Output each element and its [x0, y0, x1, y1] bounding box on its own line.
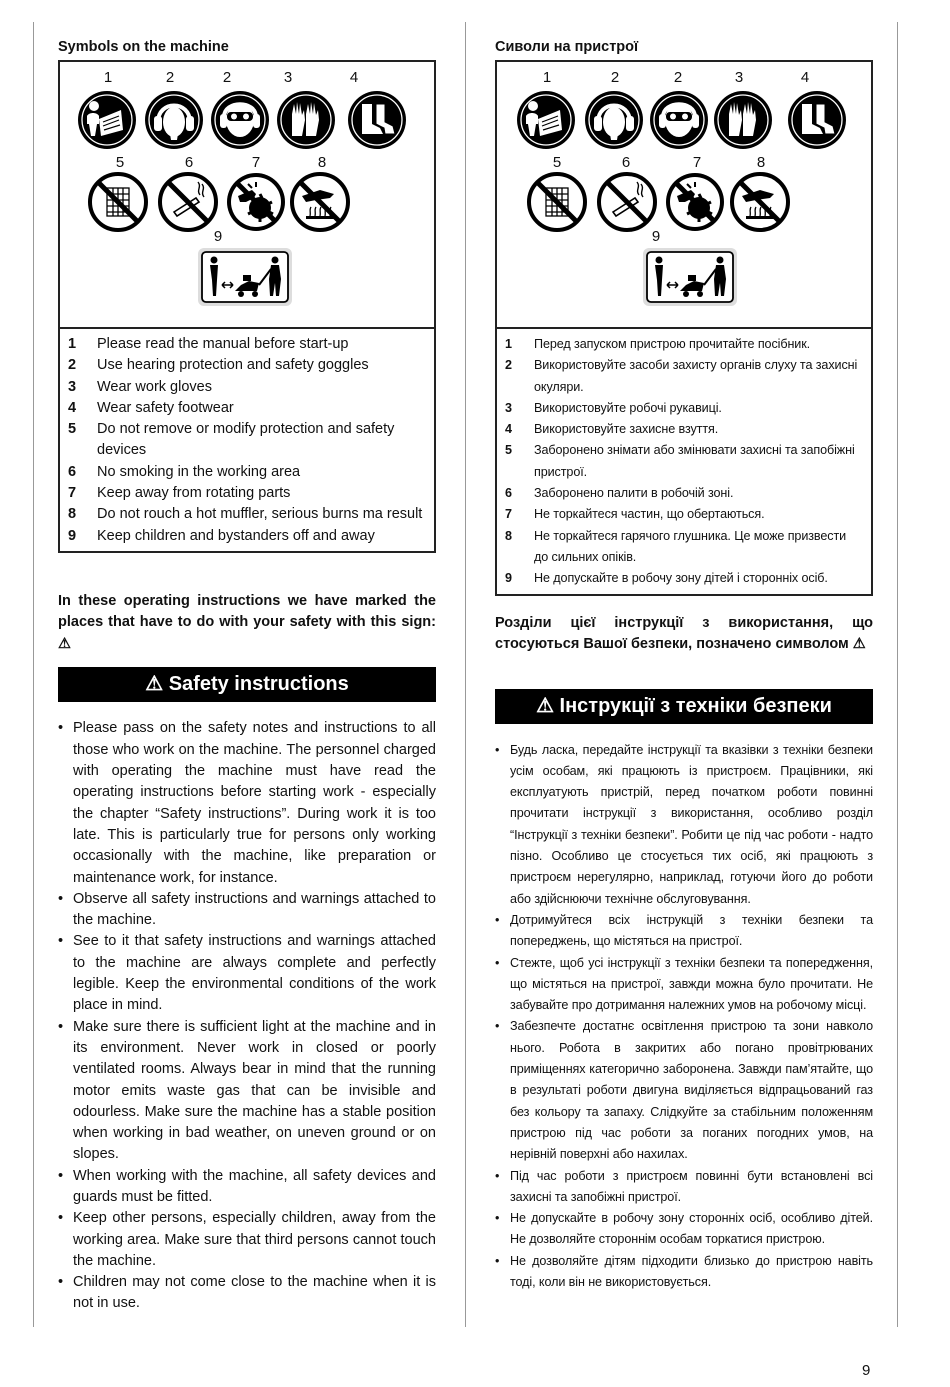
symbol-number: 8: [756, 154, 766, 171]
symbol-number: 6: [621, 154, 631, 171]
legend-item: 9 Не допускайте в робочу зону дітей і сторонніх осіб.: [505, 571, 828, 586]
symbols-title: Сиволи на пристрої: [495, 39, 639, 55]
symbols-panel: [60, 62, 434, 329]
safety-instructions-list: [495, 740, 873, 1294]
list-item: • Please pass on the safety notes and instructions to all those who work on the machine. The personnel charged with operating the machine must have read the operating instructions before starting work - especially the chapter “Safety instructions”. During work it is too late. This is particularly true for persons only working occasionally with the machine, like preparation or maintenance work, for instance.: [58, 718, 436, 888]
symbol-number: 1: [542, 69, 552, 86]
column-divider-center: [465, 22, 466, 1327]
symbol-number: 4: [800, 69, 810, 86]
symbol-number: 6: [184, 154, 194, 171]
symbol-number: 3: [734, 69, 744, 86]
list-item: • Make sure there is sufficient light at the machine and in its environment. Never work in closed or poorly ventilated rooms. Always bear in mind that the running motor emits waste gas that can be invisible and odourless. Make sure the machine has a stable position when working in bad weather, on uneven ground or on slopes.: [58, 1017, 436, 1166]
page-number: 9: [862, 1362, 871, 1379]
english-column: [58, 38, 436, 1315]
symbol-number: 7: [692, 154, 702, 171]
legend-item: 8 Не торкайтеся гарячого глушника. Це може призвести до сильних опіків.: [505, 528, 847, 564]
list-item: • When working with the machine, all safety devices and guards must be fitted.: [58, 1166, 436, 1209]
read-manual-icon: [516, 90, 576, 150]
symbols-title: Symbols on the machine: [58, 39, 229, 55]
keep-bystanders-away-icon: [197, 247, 293, 307]
legend-item: 7 Keep away from rotating parts: [68, 485, 291, 502]
list-item: • See to it that safety instructions and warnings attached to the machine are always complete and perfectly legible. Keep the environmental conditions of the work place in mind.: [58, 931, 436, 1016]
column-divider-left: [33, 22, 34, 1327]
safety-sign-intro: In these operating instructions we have marked the places that have to do with your safety with this sign: ⚠: [58, 592, 436, 652]
no-modify-guards-icon: [88, 172, 148, 232]
safety-footwear-icon: [347, 90, 407, 150]
symbol-number: 2: [165, 69, 175, 86]
no-touch-hot-muffler-icon: [730, 172, 790, 232]
list-item: • Не дозволяйте дітям підходити близько до пристрою навіть тоді, коли він не використовується.: [495, 1251, 873, 1294]
no-touch-hot-muffler-icon: [290, 172, 350, 232]
legend-item: 5 Do not remove or modify protection and safety devices: [68, 421, 395, 459]
symbol-number: 2: [610, 69, 620, 86]
symbols-panel: [497, 62, 871, 329]
list-item: • Не допускайте в робочу зону сторонніх осіб, особливо дітей. Не дозволяйте стороннім особам торкатися пристрою.: [495, 1208, 873, 1251]
list-item: • Будь ласка, передайте інструкції та вказівки з техніки безпеки усім особам, які працюють із пристроєм. Працівники, які експлуатують пристрій, перед початком роботи повинні прочитати інструкції з використання, особливо розділ “Інструкції з техніки безпеки”. Робити це під час роботи - надто пізно. Особливо це стосується тих осіб, які працюють з пристроєм нерегулярно, наприклад, готуючи його до роботи або здійснюючи технічне обслуговування.: [495, 740, 873, 910]
no-touch-rotating-parts-icon: [226, 172, 286, 232]
work-gloves-icon: [276, 90, 336, 150]
symbol-number: 7: [251, 154, 261, 171]
symbol-number: 3: [283, 69, 293, 86]
no-smoking-icon: [158, 172, 218, 232]
symbol-number: 5: [552, 154, 562, 171]
symbols-box: [58, 60, 436, 553]
legend-item: 6 No smoking in the working area: [68, 463, 301, 480]
no-smoking-icon: [597, 172, 657, 232]
work-gloves-icon: [713, 90, 773, 150]
symbol-number: 1: [103, 69, 113, 86]
safety-footwear-icon: [787, 90, 847, 150]
list-item: • Забезпечте достатнє освітлення пристрою та зони навколо нього. Робота в закритих або погано провітрюваних приміщеннях категорично заборонена. Завжди пам’ятайте, що в результаті роботи двигуна виділяється відпрацьований газ без кольору та запаху. Слідкуйте за стабільним положенням пристрою під час роботи за поганих погодних умов, на нерівній поверхні або нахилах.: [495, 1016, 873, 1165]
hearing-protection-icon: [584, 90, 644, 150]
legend-item: 9 Keep children and bystanders off and away: [68, 527, 375, 544]
symbol-number: 9: [213, 228, 223, 245]
list-item: • Observe all safety instructions and warnings attached to the machine.: [58, 889, 436, 932]
legend-item: 3 Використовуйте робочі рукавиці.: [505, 400, 722, 415]
safety-instructions-list: [58, 718, 436, 1314]
safety-instructions-banner: ⚠ Інструкції з техніки безпеки: [495, 689, 873, 724]
symbol-number: 2: [673, 69, 683, 86]
symbols-box: [495, 60, 873, 596]
legend-item: 8 Do not rouch a hot muffler, serious burns ma result: [68, 506, 423, 523]
legend-item: 7 Не торкайтеся частин, що обертаються.: [505, 507, 765, 522]
legend-item: 6 Заборонено палити в робочій зоні.: [505, 486, 734, 501]
list-item: • Дотримуйтеся всіх інструкцій з техніки безпеки та попереджень, що містяться на пристрої.: [495, 910, 873, 953]
symbol-number: 5: [115, 154, 125, 171]
symbols-legend: [497, 329, 871, 594]
symbols-legend: [60, 329, 434, 551]
no-touch-rotating-parts-icon: [665, 172, 725, 232]
list-item: • Під час роботи з пристроєм повинні бути встановлені всі захисні та запобіжні пристрої.: [495, 1166, 873, 1209]
column-divider-right: [897, 22, 898, 1327]
safety-sign-intro: Розділи цієї інструкції з використання, що стосуються Вашої безпеки, позначено символом ⚠: [495, 614, 873, 653]
list-item: • Children may not come close to the machine when it is not in use.: [58, 1272, 436, 1315]
symbol-number: 9: [651, 228, 661, 245]
legend-item: 4 Використовуйте захисне взуття.: [505, 422, 719, 437]
safety-goggles-icon: [649, 90, 709, 150]
symbol-number: 4: [349, 69, 359, 86]
ukrainian-column: [495, 38, 873, 1293]
legend-item: 2 Use hearing protection and safety goggles: [68, 357, 369, 374]
safety-instructions-banner: ⚠ Safety instructions: [58, 667, 436, 702]
legend-item: 1 Перед запуском пристрою прочитайте посібник.: [505, 337, 811, 351]
hearing-protection-icon: [144, 90, 204, 150]
legend-item: 4 Wear safety footwear: [68, 399, 234, 416]
legend-item: 3 Wear work gloves: [68, 378, 212, 395]
legend-item: 1 Please read the manual before start-up: [68, 336, 349, 352]
list-item: • Keep other persons, especially children, away from the working area. Make sure that third persons cannot touch the machine.: [58, 1208, 436, 1272]
legend-item: 5 Заборонено знімати або змінювати захисні та запобіжні пристрої.: [505, 443, 855, 479]
symbol-number: 2: [222, 69, 232, 86]
list-item: • Стежте, щоб усі інструкції з техніки безпеки та попередження, що містяться на пристрої, завжди можна було прочитати. Не забувайте про дотримання належних умов на робочому місці.: [495, 953, 873, 1017]
keep-bystanders-away-icon: [642, 247, 738, 307]
symbol-number: 8: [317, 154, 327, 171]
no-modify-guards-icon: [527, 172, 587, 232]
read-manual-icon: [77, 90, 137, 150]
safety-goggles-icon: [210, 90, 270, 150]
legend-item: 2 Використовуйте засоби захисту органів слуху та захисні окуляри.: [505, 358, 858, 394]
